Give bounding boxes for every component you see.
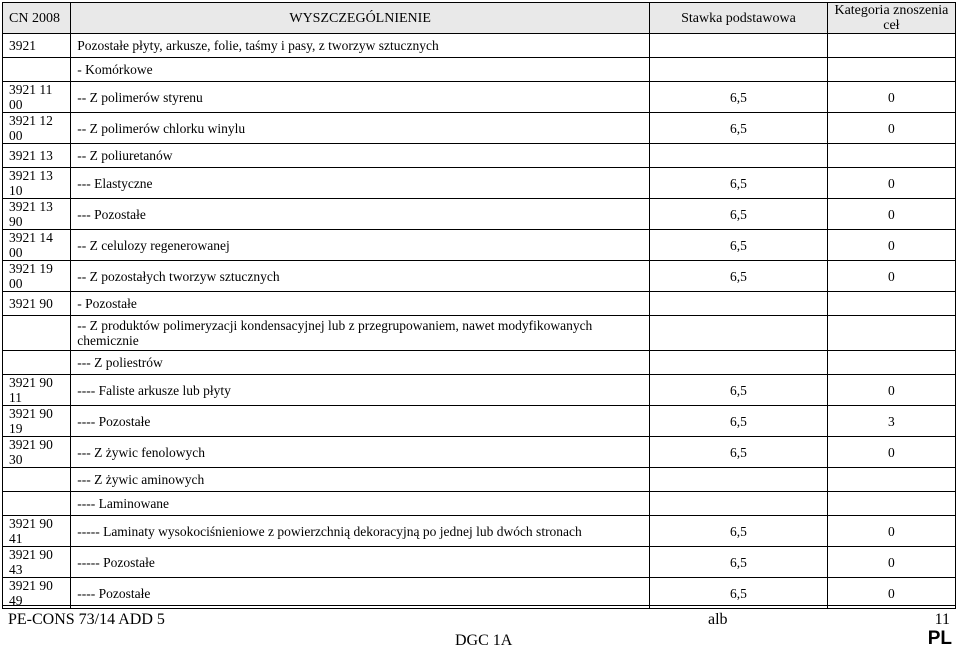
base-rate — [650, 144, 828, 168]
base-rate: 6,5 — [650, 113, 828, 144]
table-header-row — [3, 3, 956, 34]
base-rate: 6,5 — [650, 199, 828, 230]
staging-category: 0 — [827, 82, 955, 113]
table-row — [3, 492, 956, 516]
table-row — [3, 406, 956, 437]
cn-code: 3921 90 11 — [3, 375, 71, 406]
table-row — [3, 230, 956, 261]
description: - Komórkowe — [71, 58, 650, 82]
tariff-table — [2, 2, 956, 609]
cn-code — [3, 316, 71, 351]
cn-code: 3921 13 10 — [3, 168, 71, 199]
table-row — [3, 34, 956, 58]
table-row — [3, 547, 956, 578]
description: ---- Pozostałe — [71, 406, 650, 437]
description: -- Z polimerów chlorku winylu — [71, 113, 650, 144]
description: ---- Laminowane — [71, 492, 650, 516]
table-row — [3, 58, 956, 82]
cn-code: 3921 11 00 — [3, 82, 71, 113]
description: -- Z produktów polimeryzacji kondensacyjnej lub z przegrupowaniem, nawet modyfikowanych chemicznie — [71, 316, 650, 351]
cn-code: 3921 13 — [3, 144, 71, 168]
base-rate: 6,5 — [650, 406, 828, 437]
base-rate — [650, 58, 828, 82]
staging-category — [827, 34, 955, 58]
cn-code — [3, 492, 71, 516]
cn-code: 3921 14 00 — [3, 230, 71, 261]
staging-category — [827, 468, 955, 492]
table-row — [3, 437, 956, 468]
page-number: 11 — [934, 611, 950, 628]
description: --- Z poliestrów — [71, 351, 650, 375]
staging-category — [827, 316, 955, 351]
description: ---- Faliste arkusze lub płyty — [71, 375, 650, 406]
table-row — [3, 113, 956, 144]
directorate-code: DGC 1A — [455, 632, 513, 649]
staging-category: 0 — [827, 578, 955, 609]
base-rate: 6,5 — [650, 578, 828, 609]
staging-category — [827, 492, 955, 516]
table-row — [3, 261, 956, 292]
base-rate: 6,5 — [650, 261, 828, 292]
staging-category: 0 — [827, 199, 955, 230]
language-code: PL — [927, 628, 952, 649]
header-cn: CN 2008 — [3, 3, 71, 34]
table-row — [3, 292, 956, 316]
cn-code — [3, 351, 71, 375]
staging-category: 0 — [827, 516, 955, 547]
table-row — [3, 578, 956, 609]
description: -- Z poliuretanów — [71, 144, 650, 168]
base-rate: 6,5 — [650, 168, 828, 199]
table-row — [3, 516, 956, 547]
cn-code: 3921 90 19 — [3, 406, 71, 437]
table-row — [3, 468, 956, 492]
staging-category: 0 — [827, 437, 955, 468]
table-row — [3, 144, 956, 168]
table-row — [3, 316, 956, 351]
table-row — [3, 375, 956, 406]
staging-category: 0 — [827, 375, 955, 406]
cn-code: 3921 13 90 — [3, 199, 71, 230]
description: --- Elastyczne — [71, 168, 650, 199]
table-row — [3, 168, 956, 199]
staging-category — [827, 292, 955, 316]
base-rate: 6,5 — [650, 437, 828, 468]
footer-divider — [2, 605, 956, 606]
base-rate: 6,5 — [650, 230, 828, 261]
base-rate — [650, 316, 828, 351]
base-rate — [650, 468, 828, 492]
staging-category — [827, 351, 955, 375]
author-initials: alb — [708, 611, 728, 628]
cn-code — [3, 468, 71, 492]
base-rate: 6,5 — [650, 375, 828, 406]
table-row — [3, 199, 956, 230]
staging-category: 0 — [827, 168, 955, 199]
description: ---- Pozostałe — [71, 578, 650, 609]
staging-category: 0 — [827, 113, 955, 144]
staging-category — [827, 144, 955, 168]
description: - Pozostałe — [71, 292, 650, 316]
table-row — [3, 82, 956, 113]
cn-code: 3921 90 30 — [3, 437, 71, 468]
table-row — [3, 351, 956, 375]
header-rate: Stawka podstawowa — [650, 3, 828, 34]
document-reference: PE-CONS 73/14 ADD 5 — [8, 611, 165, 628]
description: --- Z żywic aminowych — [71, 468, 650, 492]
description: ----- Laminaty wysokociśnieniowe z powierzchnią dekoracyjną po jednej lub dwóch stronach — [71, 516, 650, 547]
description: Pozostałe płyty, arkusze, folie, taśmy i pasy, z tworzyw sztucznych — [71, 34, 650, 58]
staging-category: 3 — [827, 406, 955, 437]
cn-code: 3921 90 43 — [3, 547, 71, 578]
description: --- Pozostałe — [71, 199, 650, 230]
description: --- Z żywic fenolowych — [71, 437, 650, 468]
staging-category — [827, 58, 955, 82]
base-rate — [650, 351, 828, 375]
cn-code: 3921 90 41 — [3, 516, 71, 547]
cn-code: 3921 90 — [3, 292, 71, 316]
cn-code: 3921 19 00 — [3, 261, 71, 292]
base-rate — [650, 292, 828, 316]
base-rate — [650, 34, 828, 58]
cn-code: 3921 — [3, 34, 71, 58]
base-rate: 6,5 — [650, 82, 828, 113]
cn-code — [3, 58, 71, 82]
description: -- Z celulozy regenerowanej — [71, 230, 650, 261]
header-category: Kategoria znoszenia ceł — [827, 3, 955, 34]
header-description: WYSZCZEGÓLNIENIE — [71, 3, 650, 34]
staging-category: 0 — [827, 230, 955, 261]
base-rate: 6,5 — [650, 547, 828, 578]
staging-category: 0 — [827, 547, 955, 578]
description: -- Z polimerów styrenu — [71, 82, 650, 113]
description: -- Z pozostałych tworzyw sztucznych — [71, 261, 650, 292]
cn-code: 3921 90 49 — [3, 578, 71, 609]
description: ----- Pozostałe — [71, 547, 650, 578]
cn-code: 3921 12 00 — [3, 113, 71, 144]
base-rate — [650, 492, 828, 516]
base-rate: 6,5 — [650, 516, 828, 547]
staging-category: 0 — [827, 261, 955, 292]
